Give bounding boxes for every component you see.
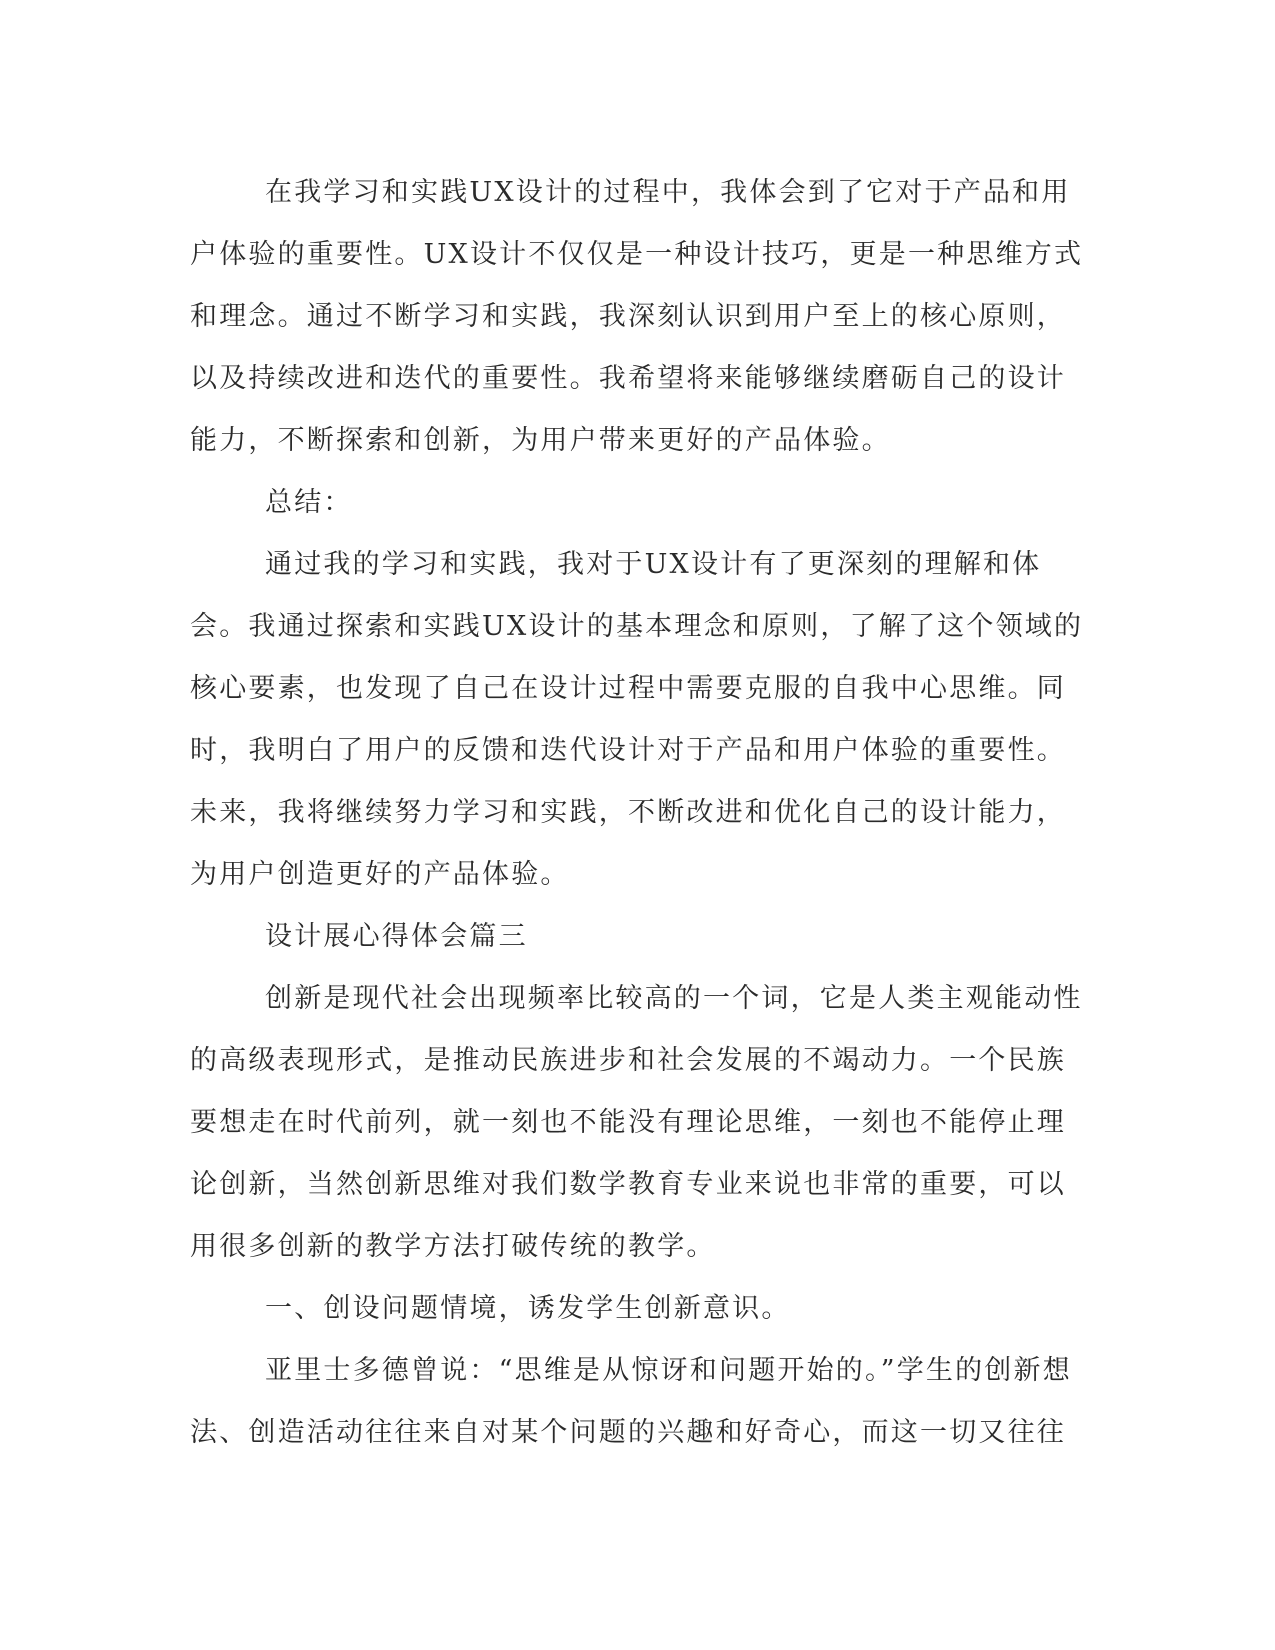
paragraph-innovation: 创新是现代社会出现频率比较高的一个词，它是人类主观能动性的高级表现形式，是推动民族进步和社会发展的不竭动力。一个民族要想走在时代前列，就一刻也不能没有理论思维，一刻也不能停止理论创新，当然创新思维对我们数学教育专业来说也非常的重要，可以用很多创新的教学方法打破传统的教学。: [190, 983, 1083, 1262]
paragraph-summary-heading: 总结：: [265, 487, 353, 518]
paragraph-summary: 通过我的学习和实践，我对于UX设计有了更深刻的理解和体会。我通过探索和实践UX设计的基本理念和原则，了解了这个领域的核心要素，也发现了自己在设计过程中需要克服的自我中心思维。同时，我明白了用户的反馈和迭代设计对于产品和用户体验的重要性。未来，我将继续努力学习和实践，不断改进和优化自己的设计能力，为用户创造更好的产品体验。: [190, 549, 1084, 890]
document-body: [190, 162, 1085, 1464]
subsection-heading: 一、创设问题情境，诱发学生创新意识。: [265, 1293, 791, 1324]
section-title: 设计展心得体会篇三: [265, 921, 528, 952]
paragraph-aristotle: 亚里士多德曾说：“思维是从惊讶和问题开始的。”学生的创新想法、创造活动往往来自对某个问题的兴趣和好奇心，而这一切又往往: [190, 1355, 1072, 1448]
paragraph-ux-reflection: 在我学习和实践UX设计的过程中，我体会到了它对于产品和用户体验的重要性。UX设计不仅仅是一种设计技巧，更是一种思维方式和理念。通过不断学习和实践，我深刻认识到用户至上的核心原则，以及持续改进和迭代的重要性。我希望将来能够继续磨砺自己的设计能力，不断探索和创新，为用户带来更好的产品体验。: [190, 177, 1084, 456]
